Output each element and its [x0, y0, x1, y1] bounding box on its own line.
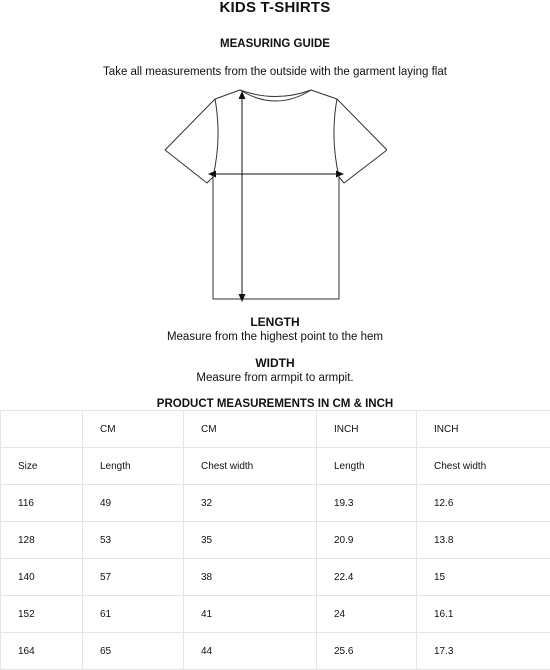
value-cell: 16.1 — [417, 596, 550, 633]
value-cell: 19.3 — [317, 485, 417, 522]
value-cell: 24 — [317, 596, 417, 633]
tshirt-left-sleeve-seam — [213, 99, 218, 177]
length-arrow-head-bottom — [239, 294, 246, 302]
value-cell: 25.6 — [317, 633, 417, 670]
measurements-table-heading: PRODUCT MEASUREMENTS IN CM & INCH — [0, 397, 550, 411]
measuring-guide-heading: MEASURING GUIDE — [0, 37, 550, 51]
size-cell: 164 — [1, 633, 83, 670]
tshirt-collar — [240, 90, 311, 101]
table-row — [1, 485, 550, 522]
table-row — [1, 633, 550, 670]
table-row — [1, 559, 550, 596]
tshirt-right-sleeve-seam — [334, 99, 339, 177]
table-row — [1, 522, 550, 559]
size-cell: 152 — [1, 596, 83, 633]
width-arrow-head-left — [208, 171, 216, 178]
header-cell: Length — [317, 448, 417, 485]
header-cell: Chest width — [417, 448, 550, 485]
value-cell: 61 — [83, 596, 184, 633]
size-cell: 128 — [1, 522, 83, 559]
unit-cell: CM — [184, 411, 317, 448]
table-row — [1, 596, 550, 633]
size-cell: 140 — [1, 559, 83, 596]
value-cell: 15 — [417, 559, 550, 596]
value-cell: 41 — [184, 596, 317, 633]
unit-cell: INCH — [417, 411, 550, 448]
size-cell: 116 — [1, 485, 83, 522]
value-cell: 22.4 — [317, 559, 417, 596]
value-cell: 65 — [83, 633, 184, 670]
value-cell: 32 — [184, 485, 317, 522]
value-cell: 44 — [184, 633, 317, 670]
length-label: LENGTH — [0, 315, 550, 329]
value-cell: 12.6 — [417, 485, 550, 522]
tshirt-outline — [165, 90, 387, 299]
value-cell: 35 — [184, 522, 317, 559]
header-row — [1, 448, 550, 485]
width-label: WIDTH — [0, 356, 550, 370]
value-cell: 53 — [83, 522, 184, 559]
value-cell: 17.3 — [417, 633, 550, 670]
value-cell: 57 — [83, 559, 184, 596]
size-measurements-table — [0, 410, 550, 670]
unit-cell: INCH — [317, 411, 417, 448]
page-title: KIDS T-SHIRTS — [0, 0, 550, 16]
width-description: Measure from armpit to armpit. — [0, 371, 550, 385]
tshirt-diagram — [163, 84, 387, 308]
header-cell: Size — [1, 448, 83, 485]
value-cell: 49 — [83, 485, 184, 522]
value-cell: 20.9 — [317, 522, 417, 559]
unit-row — [1, 411, 550, 448]
unit-cell — [1, 411, 83, 448]
width-arrow-head-right — [336, 171, 344, 178]
header-cell: Length — [83, 448, 184, 485]
unit-cell: CM — [83, 411, 184, 448]
header-cell: Chest width — [184, 448, 317, 485]
value-cell: 38 — [184, 559, 317, 596]
measuring-instructions: Take all measurements from the outside with the garment laying flat — [0, 65, 550, 79]
value-cell: 13.8 — [417, 522, 550, 559]
length-description: Measure from the highest point to the hem — [0, 330, 550, 344]
